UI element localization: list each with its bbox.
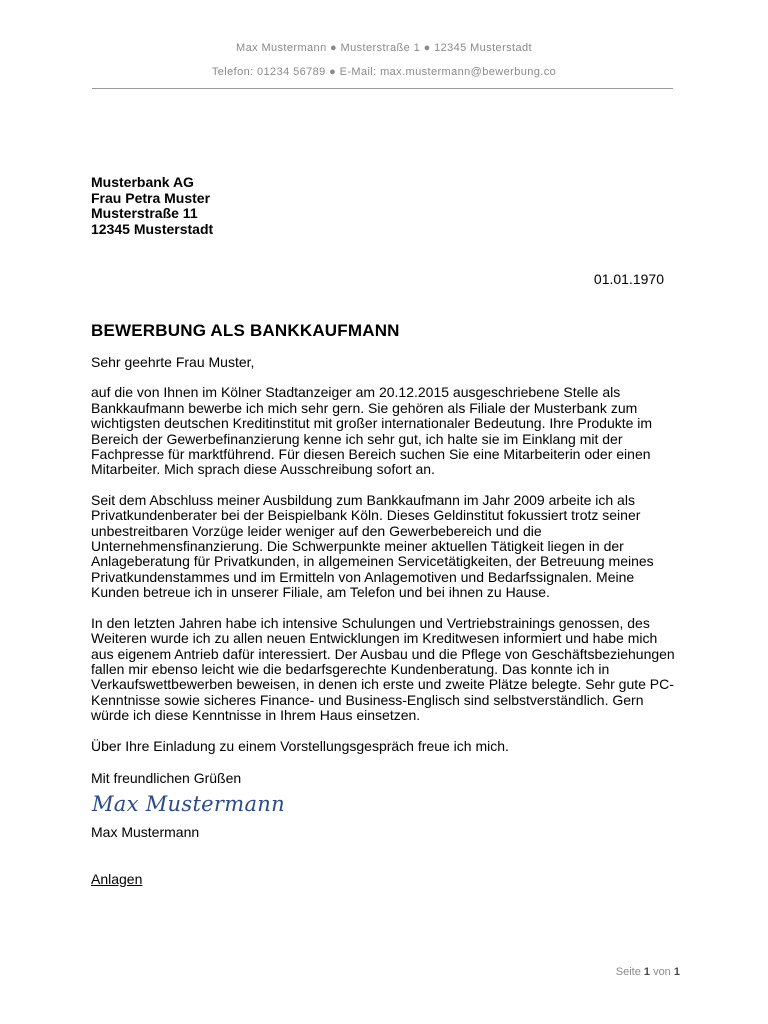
footer-separator: von	[653, 966, 671, 978]
letter-date: 01.01.1970	[593, 271, 664, 287]
footer-current-page: 1	[643, 966, 650, 978]
paragraph-closing: Über Ihre Einladung zu einem Vorstellungsgespräch freue ich mich.	[91, 737, 509, 754]
recipient-company: Musterbank AG	[91, 174, 194, 190]
sender-contact-line: Telefon: 01234 56789 ● E-Mail: max.mustermann@bewerbung.co	[211, 66, 557, 78]
enclosures-link[interactable]: Anlagen	[91, 871, 143, 887]
header-divider	[92, 88, 673, 89]
footer-page-label: Seite	[615, 966, 641, 978]
sender-address-line: Max Mustermann ● Musterstraße 1 ● 12345 Musterstadt	[236, 42, 532, 54]
recipient-contact: Frau Petra Muster	[91, 189, 211, 206]
recipient-street: Musterstraße 11	[91, 205, 198, 221]
salutation: Sehr geehrte Frau Muster,	[91, 354, 255, 370]
recipient-city: 12345 Musterstadt	[91, 220, 214, 237]
footer-total-pages: 1	[673, 966, 680, 978]
letter-subject: BEWERBUNG ALS BANKKAUFMANN	[91, 321, 400, 340]
page-footer	[616, 966, 680, 978]
signer-name: Max Mustermann	[91, 824, 200, 840]
paragraph-intro: auf die von Ihnen im Kölner Stadtanzeiger am 20.12.2015 ausgeschriebene Stelle als Bankkaufmann bewerbe ich mich sehr gern. Sie gehören als Filiale der Musterbank zum wichtigsten deutschen Kreditinstitut mit großer internationaler Bedeutung. Ihre Produkte im Bereich der Gewerbefinanzierung kenne ich sehr gut, ich halte sie im Einklang mit der Fachpresse für marktführend. Für diesen Bereich suchen Sie eine Mitarbeiterin oder einen Mitarbeiter. Mich sprach diese Ausschreibung sofort an.	[91, 384, 653, 478]
paragraph-experience: Seit dem Abschluss meiner Ausbildung zum Bankkaufmann im Jahr 2009 arbeite ich als Privatkundenberater bei der Beispielbank Köln. Dieses Geldinstitut fokussiert trotz seiner unbestreitbaren Vorzüge leider weniger auf den Gewerbebereich und die Unternehmensfinanzierung. Die Schwerpunkte meiner aktuellen Tätigkeit liegen in der Anlageberatung für Privatkunden, in allgemeinen Servicetätigkeiten, der Betreuung meines Privatkundenstammes und im Ermitteln von Anlagemotiven und Bedarfssignalen. Meine Kunden betreue ich in unserer Filiale, am Telefon und bei ihnen zu Hause.	[91, 491, 654, 601]
closing-formula: Mit freundlichen Grüßen	[91, 770, 242, 786]
recipient-address	[91, 175, 213, 237]
paragraph-skills: In den letzten Jahren habe ich intensive Schulungen und Vertriebstrainings genossen, des Weiteren wurde ich zu allen neuen Entwicklungen im Kreditwesen informiert und habe mich aus eigenem Antrieb dafür interessiert. Der Ausbau und die Pflege von Geschäftsbeziehungen fallen mir ebenso leicht wie die bedarfsgerechte Kundenberatung. Das konnte ich in Verkaufswettbewerben beweisen, in denen ich erste und zweite Plätze belegte. Sehr gute PC-Kenntnisse sowie sicheres Finance- und Business-Englisch sind selbstverständlich. Gern würde ich diese Kenntnisse in Ihrem Haus einsetzen.	[91, 614, 675, 724]
handwritten-signature: Max Mustermann	[92, 792, 285, 816]
letter-body	[91, 355, 676, 769]
